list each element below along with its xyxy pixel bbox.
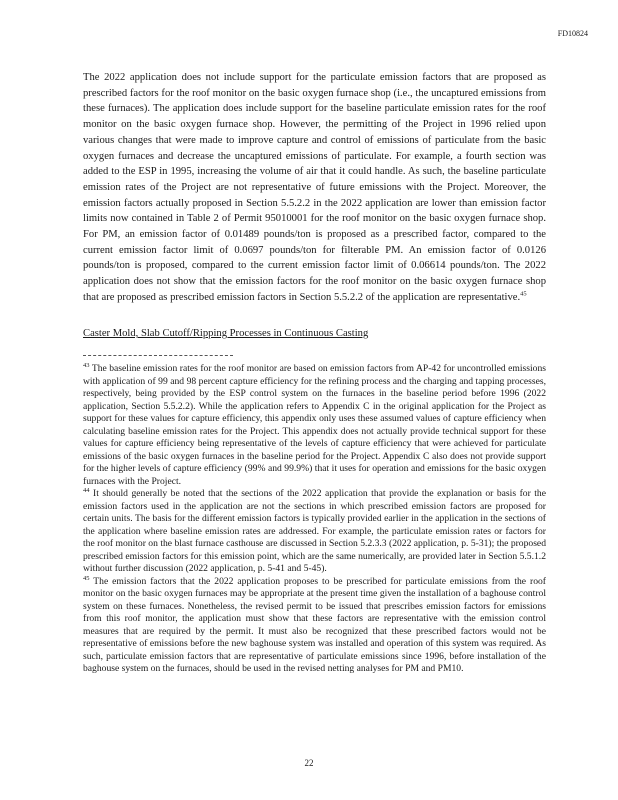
- footnote-mark: 43: [83, 361, 90, 369]
- body-paragraph: [83, 70, 546, 306]
- footnote-text: The emission factors that the 2022 application proposes to be prescribed for particulate emissions from the roof monitor on the basic oxygen furnaces may be appropriate at the present time given the installation of a baghouse control system on these furnaces. Nonetheless, the revised permit to be issued that prescribes emission factors for emissions from this roof monitor, the application must show that these factors are representative with the emission control measures that are required by the permit. It must also be recognized that these prescribed factors would not be representative of emissions before the new baghouse system was installed and operation of this system was required. As such, particulate emission factors that are representative of particulate emissions since 1996, before installation of the baghouse system on the furnaces, should be used in the revised netting analyses for PM and PM10.: [83, 575, 546, 674]
- document-id: FD10824: [557, 29, 588, 38]
- footnote-text: It should generally be noted that the sections of the 2022 application that provide the explanation or basis for the emission factors used in the application are not the sections in which prescribed emission factors are proposed for certain units. The basis for the different emission factors is typically provided earlier in the application in the sections of the application where baseline emission rates are addressed. For example, the particulate emission rates or factors for the roof monitor on the blast furnace casthouse are discussed in Section 5.2.3.3 (2022 application, p. 5-31); the proposed prescribed emission factors for this emission point, which are the same numerically, are provided later in Section 5.5.1.2 without further discussion (2022 application, p. 5-41 and 5-45).: [83, 488, 546, 574]
- footnote-reference: 45: [520, 290, 527, 298]
- paragraph-text: The 2022 application does not include support for the particulate emission factors that are proposed as prescribed factors for the roof monitor on the basic oxygen furnace shop (i.e., the uncaptured emissions from these furnaces). The application does include support for the baseline particulate emission rates for the roof monitor on the basic oxygen furnace shop. However, the permitting of the Project in 1996 relied upon various changes that were made to improve capture and control of emissions of particulate from the basic oxygen furnaces and decrease the uncaptured emissions of particulate. For example, a fourth section was added to the ESP in 1995, increasing the volume of air that it could handle. As such, the baseline particulate emission rates of the Project are not representative of future emissions with the Project. Moreover, the emission factors actually proposed in Section 5.5.2.2 in the 2022 application are lower than emission factor limits now contained in Table 2 of Permit 95010001 for the roof monitor on the basic oxygen furnace shop. For PM, an emission factor of 0.01489 pounds/ton is proposed as a prescribed factor, compared to the current emission factor limit of 0.0697 pounds/ton for filterable PM. An emission factor of 0.0126 pounds/ton is proposed, compared to the current emission factor limit of 0.06614 pounds/ton. The 2022 application does not show that the emission factors for the roof monitor on the basic oxygen furnace shop that are proposed as prescribed emission factors in Section 5.5.2.2 of the application are representative.: [83, 72, 546, 303]
- footnote-text: The baseline emission rates for the roof monitor are based on emission factors from AP-42 for uncontrolled emissions with application of 99 and 98 percent capture efficiency for the refining process and the charging and tapping processes, respectively, being provided by the ESP control system on the furnaces in the baseline period before 1996 (2022 application, Section 5.5.2.2). While the application refers to Appendix C in the original application for the Project as support for these values for capture efficiency, this appendix only uses these assumed values of capture efficiency when calculating baseline emission rates for the Project. This appendix does not actually provide technical support for these values for capture efficiency being representative of the levels of capture efficiency that were achieved for particulate emissions of the basic oxygen furnaces in the baseline period for the Project. Appendix C also does not provide support for the higher levels of capture efficiency (99% and 99.9%) that it uses for operation and emissions for the basic oxygen furnaces with the Project.: [83, 363, 547, 487]
- footnote-mark: 44: [83, 486, 90, 494]
- footnote-separator: [83, 355, 233, 356]
- footnote: [83, 488, 546, 576]
- footnotes-section: [83, 363, 546, 676]
- footnote: [83, 576, 546, 676]
- section-heading: Caster Mold, Slab Cutoff/Ripping Processes in Continuous Casting: [83, 328, 369, 339]
- footnote-mark: 45: [83, 574, 90, 582]
- footnote: [83, 363, 546, 488]
- page-number: 22: [304, 758, 314, 768]
